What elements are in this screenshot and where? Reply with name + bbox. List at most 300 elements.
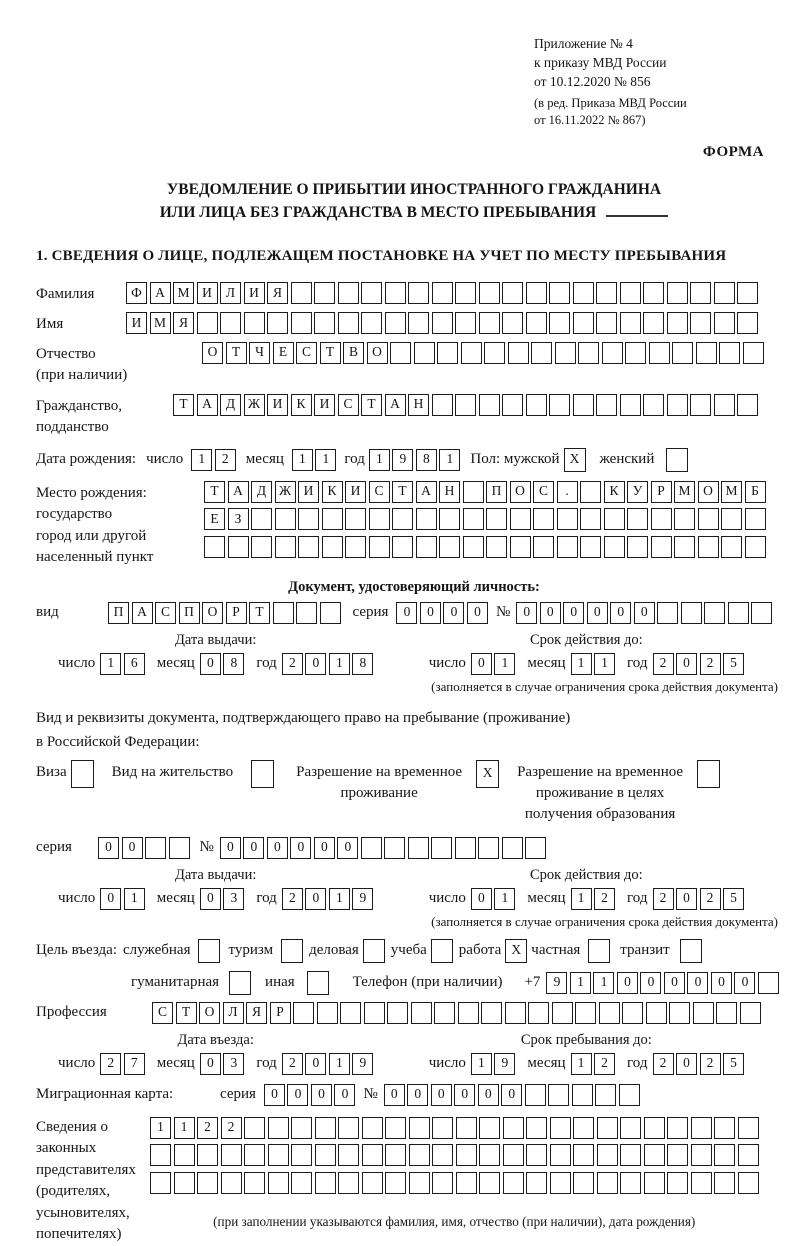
- char-cell[interactable]: [414, 342, 435, 364]
- char-cell[interactable]: 2: [700, 1053, 721, 1075]
- char-cell[interactable]: [714, 312, 735, 334]
- char-cell[interactable]: [71, 760, 94, 788]
- char-cell[interactable]: 5: [723, 888, 744, 910]
- char-cell[interactable]: [596, 282, 617, 304]
- char-cell[interactable]: [646, 1002, 667, 1024]
- char-cell[interactable]: [740, 1002, 761, 1024]
- char-cell[interactable]: 0: [617, 972, 638, 994]
- char-cell[interactable]: [456, 1117, 477, 1139]
- char-cell[interactable]: 2: [100, 1053, 121, 1075]
- char-cell[interactable]: [478, 837, 499, 859]
- char-cell[interactable]: [602, 342, 623, 364]
- char-cell[interactable]: 0: [676, 653, 697, 675]
- char-cell[interactable]: [362, 1117, 383, 1139]
- char-cell[interactable]: [362, 1172, 383, 1194]
- char-cell[interactable]: [549, 312, 570, 334]
- char-cell[interactable]: С: [338, 394, 359, 416]
- char-cell[interactable]: 0: [431, 1084, 452, 1106]
- char-cell[interactable]: 0: [287, 1084, 308, 1106]
- char-cell[interactable]: И: [244, 282, 265, 304]
- char-cell[interactable]: [458, 1002, 479, 1024]
- char-cell[interactable]: [526, 1172, 547, 1194]
- char-cell[interactable]: [174, 1144, 195, 1166]
- char-cell[interactable]: [597, 1144, 618, 1166]
- char-cell[interactable]: [315, 1172, 336, 1194]
- char-cell[interactable]: [307, 971, 329, 995]
- char-cell[interactable]: Е: [204, 508, 225, 530]
- char-cell[interactable]: [322, 536, 343, 558]
- char-cell[interactable]: 1: [100, 653, 121, 675]
- char-cell[interactable]: [268, 1144, 289, 1166]
- char-cell[interactable]: [431, 939, 453, 963]
- char-cell[interactable]: А: [197, 394, 218, 416]
- char-cell[interactable]: [432, 1172, 453, 1194]
- char-cell[interactable]: [620, 394, 641, 416]
- char-cell[interactable]: [502, 312, 523, 334]
- char-cell[interactable]: [644, 1117, 665, 1139]
- char-cell[interactable]: [596, 394, 617, 416]
- char-cell[interactable]: О: [698, 481, 719, 503]
- char-cell[interactable]: [439, 508, 460, 530]
- char-cell[interactable]: Р: [651, 481, 672, 503]
- char-cell[interactable]: [296, 602, 317, 624]
- char-cell[interactable]: 0: [267, 837, 288, 859]
- char-cell[interactable]: [345, 536, 366, 558]
- char-cell[interactable]: [525, 1084, 546, 1106]
- char-cell[interactable]: 2: [700, 653, 721, 675]
- char-cell[interactable]: П: [108, 602, 129, 624]
- char-cell[interactable]: 1: [124, 888, 145, 910]
- char-cell[interactable]: М: [721, 481, 742, 503]
- char-cell[interactable]: [455, 282, 476, 304]
- char-cell[interactable]: 9: [392, 449, 413, 471]
- char-cell[interactable]: Д: [220, 394, 241, 416]
- char-cell[interactable]: [573, 282, 594, 304]
- char-cell[interactable]: [643, 394, 664, 416]
- char-cell[interactable]: [275, 536, 296, 558]
- char-cell[interactable]: [721, 536, 742, 558]
- char-cell[interactable]: 6: [124, 653, 145, 675]
- char-cell[interactable]: 1: [329, 888, 350, 910]
- char-cell[interactable]: [666, 448, 688, 472]
- char-cell[interactable]: [503, 1144, 524, 1166]
- char-cell[interactable]: 5: [723, 653, 744, 675]
- char-cell[interactable]: В: [343, 342, 364, 364]
- char-cell[interactable]: 0: [200, 888, 221, 910]
- char-cell[interactable]: О: [367, 342, 388, 364]
- char-cell[interactable]: 0: [264, 1084, 285, 1106]
- char-cell[interactable]: Р: [226, 602, 247, 624]
- char-cell[interactable]: [408, 837, 429, 859]
- char-cell[interactable]: [361, 312, 382, 334]
- char-cell[interactable]: [672, 342, 693, 364]
- char-cell[interactable]: [575, 1002, 596, 1024]
- char-cell[interactable]: 0: [200, 653, 221, 675]
- char-cell[interactable]: [251, 508, 272, 530]
- char-cell[interactable]: [408, 282, 429, 304]
- char-cell[interactable]: [387, 1002, 408, 1024]
- char-cell[interactable]: [275, 508, 296, 530]
- char-cell[interactable]: [651, 508, 672, 530]
- char-cell[interactable]: [244, 1117, 265, 1139]
- char-cell[interactable]: [392, 536, 413, 558]
- char-cell[interactable]: А: [416, 481, 437, 503]
- char-cell[interactable]: [220, 312, 241, 334]
- char-cell[interactable]: [714, 1117, 735, 1139]
- char-cell[interactable]: 0: [420, 602, 441, 624]
- char-cell[interactable]: 0: [454, 1084, 475, 1106]
- char-cell[interactable]: [251, 536, 272, 558]
- char-cell[interactable]: Ж: [275, 481, 296, 503]
- char-cell[interactable]: [456, 1144, 477, 1166]
- char-cell[interactable]: [463, 536, 484, 558]
- char-cell[interactable]: [549, 282, 570, 304]
- char-cell[interactable]: [525, 837, 546, 859]
- char-cell[interactable]: 1: [292, 449, 313, 471]
- char-cell[interactable]: [698, 508, 719, 530]
- char-cell[interactable]: [667, 312, 688, 334]
- char-cell[interactable]: .: [557, 481, 578, 503]
- char-cell[interactable]: [293, 1002, 314, 1024]
- char-cell[interactable]: И: [298, 481, 319, 503]
- char-cell[interactable]: [479, 1144, 500, 1166]
- char-cell[interactable]: [416, 508, 437, 530]
- char-cell[interactable]: [690, 282, 711, 304]
- char-cell[interactable]: 0: [305, 888, 326, 910]
- char-cell[interactable]: О: [199, 1002, 220, 1024]
- char-cell[interactable]: [549, 394, 570, 416]
- char-cell[interactable]: [479, 394, 500, 416]
- char-cell[interactable]: [620, 1117, 641, 1139]
- char-cell[interactable]: [291, 1144, 312, 1166]
- char-cell[interactable]: [369, 508, 390, 530]
- char-cell[interactable]: Н: [408, 394, 429, 416]
- char-cell[interactable]: [674, 508, 695, 530]
- char-cell[interactable]: [411, 1002, 432, 1024]
- char-cell[interactable]: Л: [223, 1002, 244, 1024]
- char-cell[interactable]: О: [202, 342, 223, 364]
- char-cell[interactable]: 2: [282, 888, 303, 910]
- char-cell[interactable]: Т: [204, 481, 225, 503]
- char-cell[interactable]: [221, 1172, 242, 1194]
- char-cell[interactable]: [409, 1144, 430, 1166]
- char-cell[interactable]: 0: [305, 1053, 326, 1075]
- char-cell[interactable]: 0: [305, 653, 326, 675]
- char-cell[interactable]: [533, 536, 554, 558]
- char-cell[interactable]: [502, 837, 523, 859]
- char-cell[interactable]: 0: [243, 837, 264, 859]
- char-cell[interactable]: [314, 312, 335, 334]
- char-cell[interactable]: [714, 1144, 735, 1166]
- char-cell[interactable]: П: [486, 481, 507, 503]
- char-cell[interactable]: 0: [676, 888, 697, 910]
- char-cell[interactable]: [691, 1172, 712, 1194]
- char-cell[interactable]: X: [505, 939, 527, 963]
- char-cell[interactable]: [461, 342, 482, 364]
- char-cell[interactable]: [437, 342, 458, 364]
- char-cell[interactable]: [604, 508, 625, 530]
- char-cell[interactable]: М: [150, 312, 171, 334]
- char-cell[interactable]: 0: [200, 1053, 221, 1075]
- char-cell[interactable]: 0: [290, 837, 311, 859]
- char-cell[interactable]: [528, 1002, 549, 1024]
- char-cell[interactable]: 0: [471, 653, 492, 675]
- char-cell[interactable]: 1: [571, 653, 592, 675]
- char-cell[interactable]: [228, 536, 249, 558]
- char-cell[interactable]: 1: [594, 653, 615, 675]
- char-cell[interactable]: [361, 837, 382, 859]
- char-cell[interactable]: 2: [282, 1053, 303, 1075]
- char-cell[interactable]: [738, 1117, 759, 1139]
- char-cell[interactable]: [455, 312, 476, 334]
- char-cell[interactable]: [745, 536, 766, 558]
- char-cell[interactable]: [369, 536, 390, 558]
- char-cell[interactable]: [244, 1144, 265, 1166]
- char-cell[interactable]: 0: [478, 1084, 499, 1106]
- char-cell[interactable]: [268, 1172, 289, 1194]
- char-cell[interactable]: [596, 312, 617, 334]
- char-cell[interactable]: 0: [467, 602, 488, 624]
- char-cell[interactable]: [244, 312, 265, 334]
- char-cell[interactable]: [364, 1002, 385, 1024]
- char-cell[interactable]: [738, 1144, 759, 1166]
- char-cell[interactable]: [681, 602, 702, 624]
- char-cell[interactable]: 0: [610, 602, 631, 624]
- char-cell[interactable]: [526, 394, 547, 416]
- char-cell[interactable]: 0: [540, 602, 561, 624]
- char-cell[interactable]: [281, 939, 303, 963]
- char-cell[interactable]: [531, 342, 552, 364]
- char-cell[interactable]: [644, 1144, 665, 1166]
- char-cell[interactable]: 2: [653, 653, 674, 675]
- char-cell[interactable]: О: [202, 602, 223, 624]
- char-cell[interactable]: [169, 837, 190, 859]
- char-cell[interactable]: [737, 394, 758, 416]
- char-cell[interactable]: [384, 837, 405, 859]
- char-cell[interactable]: [728, 602, 749, 624]
- char-cell[interactable]: [392, 508, 413, 530]
- char-cell[interactable]: Т: [392, 481, 413, 503]
- char-cell[interactable]: С: [533, 481, 554, 503]
- char-cell[interactable]: М: [674, 481, 695, 503]
- char-cell[interactable]: [298, 536, 319, 558]
- char-cell[interactable]: [463, 481, 484, 503]
- char-cell[interactable]: 0: [311, 1084, 332, 1106]
- char-cell[interactable]: [548, 1084, 569, 1106]
- char-cell[interactable]: [320, 602, 341, 624]
- char-cell[interactable]: [315, 1117, 336, 1139]
- char-cell[interactable]: [197, 312, 218, 334]
- char-cell[interactable]: [409, 1172, 430, 1194]
- char-cell[interactable]: 0: [563, 602, 584, 624]
- char-cell[interactable]: 2: [653, 1053, 674, 1075]
- char-cell[interactable]: 5: [723, 1053, 744, 1075]
- char-cell[interactable]: С: [296, 342, 317, 364]
- char-cell[interactable]: 0: [314, 837, 335, 859]
- char-cell[interactable]: [698, 536, 719, 558]
- char-cell[interactable]: [416, 536, 437, 558]
- char-cell[interactable]: [657, 602, 678, 624]
- char-cell[interactable]: [674, 536, 695, 558]
- char-cell[interactable]: [550, 1117, 571, 1139]
- char-cell[interactable]: [455, 394, 476, 416]
- char-cell[interactable]: 1: [369, 449, 390, 471]
- char-cell[interactable]: [649, 342, 670, 364]
- char-cell[interactable]: К: [604, 481, 625, 503]
- char-cell[interactable]: [197, 1172, 218, 1194]
- char-cell[interactable]: 2: [197, 1117, 218, 1139]
- char-cell[interactable]: Е: [273, 342, 294, 364]
- char-cell[interactable]: [150, 1172, 171, 1194]
- char-cell[interactable]: [221, 1144, 242, 1166]
- char-cell[interactable]: Ч: [249, 342, 270, 364]
- char-cell[interactable]: [716, 1002, 737, 1024]
- char-cell[interactable]: [508, 342, 529, 364]
- char-cell[interactable]: [291, 1172, 312, 1194]
- char-cell[interactable]: [580, 481, 601, 503]
- char-cell[interactable]: [644, 1172, 665, 1194]
- char-cell[interactable]: [204, 536, 225, 558]
- title-blank-underline[interactable]: [606, 201, 668, 217]
- char-cell[interactable]: 0: [471, 888, 492, 910]
- char-cell[interactable]: [385, 282, 406, 304]
- char-cell[interactable]: [322, 508, 343, 530]
- char-cell[interactable]: 1: [439, 449, 460, 471]
- char-cell[interactable]: А: [150, 282, 171, 304]
- char-cell[interactable]: [573, 312, 594, 334]
- char-cell[interactable]: И: [197, 282, 218, 304]
- char-cell[interactable]: 1: [471, 1053, 492, 1075]
- char-cell[interactable]: [643, 312, 664, 334]
- char-cell[interactable]: [697, 760, 720, 788]
- char-cell[interactable]: [174, 1172, 195, 1194]
- char-cell[interactable]: Т: [226, 342, 247, 364]
- char-cell[interactable]: [580, 508, 601, 530]
- char-cell[interactable]: И: [126, 312, 147, 334]
- char-cell[interactable]: 0: [687, 972, 708, 994]
- char-cell[interactable]: Н: [439, 481, 460, 503]
- char-cell[interactable]: [479, 312, 500, 334]
- char-cell[interactable]: 8: [223, 653, 244, 675]
- char-cell[interactable]: 2: [700, 888, 721, 910]
- char-cell[interactable]: 0: [384, 1084, 405, 1106]
- char-cell[interactable]: П: [179, 602, 200, 624]
- char-cell[interactable]: [714, 394, 735, 416]
- char-cell[interactable]: [651, 536, 672, 558]
- char-cell[interactable]: [338, 312, 359, 334]
- char-cell[interactable]: [484, 342, 505, 364]
- char-cell[interactable]: 0: [640, 972, 661, 994]
- char-cell[interactable]: [595, 1084, 616, 1106]
- char-cell[interactable]: [667, 394, 688, 416]
- char-cell[interactable]: 7: [124, 1053, 145, 1075]
- char-cell[interactable]: [588, 939, 610, 963]
- char-cell[interactable]: [580, 536, 601, 558]
- char-cell[interactable]: [573, 394, 594, 416]
- char-cell[interactable]: [758, 972, 779, 994]
- char-cell[interactable]: 1: [494, 653, 515, 675]
- char-cell[interactable]: [314, 282, 335, 304]
- char-cell[interactable]: [680, 939, 702, 963]
- char-cell[interactable]: [486, 536, 507, 558]
- char-cell[interactable]: 1: [174, 1117, 195, 1139]
- char-cell[interactable]: 2: [221, 1117, 242, 1139]
- char-cell[interactable]: [510, 536, 531, 558]
- char-cell[interactable]: [338, 1172, 359, 1194]
- char-cell[interactable]: 0: [122, 837, 143, 859]
- char-cell[interactable]: [704, 602, 725, 624]
- char-cell[interactable]: Б: [745, 481, 766, 503]
- char-cell[interactable]: 9: [352, 1053, 373, 1075]
- char-cell[interactable]: [620, 1172, 641, 1194]
- char-cell[interactable]: Т: [361, 394, 382, 416]
- char-cell[interactable]: [502, 282, 523, 304]
- char-cell[interactable]: [555, 342, 576, 364]
- char-cell[interactable]: Д: [251, 481, 272, 503]
- char-cell[interactable]: 2: [594, 888, 615, 910]
- char-cell[interactable]: 9: [494, 1053, 515, 1075]
- char-cell[interactable]: 0: [407, 1084, 428, 1106]
- char-cell[interactable]: А: [132, 602, 153, 624]
- char-cell[interactable]: 0: [443, 602, 464, 624]
- char-cell[interactable]: [486, 508, 507, 530]
- char-cell[interactable]: [737, 282, 758, 304]
- char-cell[interactable]: З: [228, 508, 249, 530]
- char-cell[interactable]: [197, 1144, 218, 1166]
- char-cell[interactable]: [338, 1117, 359, 1139]
- char-cell[interactable]: 1: [571, 1053, 592, 1075]
- char-cell[interactable]: Т: [176, 1002, 197, 1024]
- char-cell[interactable]: [737, 312, 758, 334]
- char-cell[interactable]: [619, 1084, 640, 1106]
- char-cell[interactable]: [625, 342, 646, 364]
- char-cell[interactable]: 2: [282, 653, 303, 675]
- char-cell[interactable]: [557, 536, 578, 558]
- char-cell[interactable]: [714, 282, 735, 304]
- char-cell[interactable]: [599, 1002, 620, 1024]
- char-cell[interactable]: [362, 1144, 383, 1166]
- char-cell[interactable]: [198, 939, 220, 963]
- char-cell[interactable]: [338, 282, 359, 304]
- char-cell[interactable]: [696, 342, 717, 364]
- char-cell[interactable]: 9: [352, 888, 373, 910]
- char-cell[interactable]: [385, 312, 406, 334]
- char-cell[interactable]: С: [369, 481, 390, 503]
- char-cell[interactable]: [643, 282, 664, 304]
- char-cell[interactable]: [408, 312, 429, 334]
- char-cell[interactable]: [667, 1117, 688, 1139]
- char-cell[interactable]: [150, 1144, 171, 1166]
- char-cell[interactable]: 1: [329, 653, 350, 675]
- char-cell[interactable]: [431, 837, 452, 859]
- char-cell[interactable]: 1: [329, 1053, 350, 1075]
- char-cell[interactable]: [345, 508, 366, 530]
- char-cell[interactable]: [572, 1084, 593, 1106]
- char-cell[interactable]: [273, 602, 294, 624]
- char-cell[interactable]: [552, 1002, 573, 1024]
- char-cell[interactable]: [229, 971, 251, 995]
- char-cell[interactable]: 1: [150, 1117, 171, 1139]
- char-cell[interactable]: [432, 1117, 453, 1139]
- char-cell[interactable]: [502, 394, 523, 416]
- char-cell[interactable]: [667, 1144, 688, 1166]
- char-cell[interactable]: [526, 282, 547, 304]
- char-cell[interactable]: И: [314, 394, 335, 416]
- char-cell[interactable]: К: [322, 481, 343, 503]
- char-cell[interactable]: [693, 1002, 714, 1024]
- char-cell[interactable]: [526, 312, 547, 334]
- char-cell[interactable]: Л: [220, 282, 241, 304]
